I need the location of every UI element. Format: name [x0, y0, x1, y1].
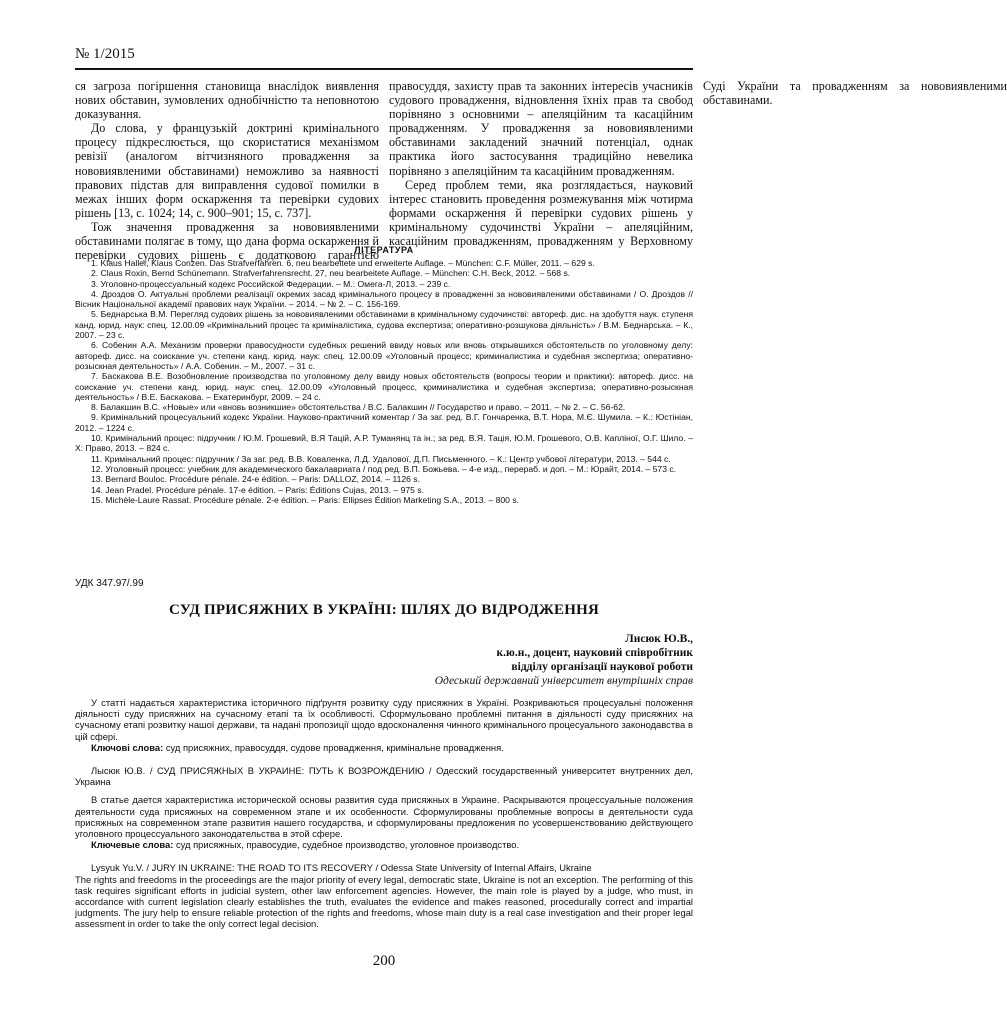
- reference-item: 3. Уголовно-процессуальный кодекс Российской Федерации. – М.: Омега-Л, 2013. – 239 с.: [91, 278, 451, 289]
- reference-item: 2. Claus Roxin, Bernd Schünemann. Strafverfahrensrecht. 27, neu bearbeitete Auflage. – München: C.H. Beck, 2012. – 568 s.: [91, 268, 571, 279]
- udc-code: УДК 347.97/.99: [75, 578, 144, 589]
- reference-item: 15. Michèle-Laure Rassat. Procédure pénale. 2-e édition. – Paris: Ellipses Édition Marketing S.A., 2013. – 800 s.: [91, 494, 520, 505]
- author-name: Лисюк Ю.В.,: [625, 633, 693, 645]
- article-title: СУД ПРИСЯЖНИХ В УКРАЇНІ: ШЛЯХ ДО ВІДРОДЖЕННЯ: [169, 602, 599, 618]
- abstract-ru-heading: Лысюк Ю.В. / СУД ПРИСЯЖНЫХ В УКРАИНЕ: ПУТЬ К ВОЗРОЖДЕНИЮ / Одесский государственный университет внутренних дел, Украина: [75, 765, 693, 788]
- keywords-label: Ключові слова:: [91, 741, 164, 753]
- abstract-en-heading: Lysyuk Yu.V. / JURY IN UKRAINE: THE ROAD TO ITS RECOVERY / Odessa State University of Internal Affairs, Ukraine: [91, 862, 592, 874]
- abstract-ua: У статті надається характеристика історичного підґрунтя розвитку суду присяжних в Україні. Розкриваються процесуальні положення діяльності суду присяжних на сучасному етапі та їх особливості. Сформульовано проблемні питання в діяльності суду присяжних на сучасному етапі розвитку нашої держави, та надані пропозиції щодо вдосконалення чинного кримінального процесуального законодавства в цій сфері.: [75, 697, 693, 742]
- reference-item: 6. Собенин А.А. Механизм проверки правосудности судебных решений ввиду новых или вновь открывшихся обстоятельств по уголовному делу: автореф. дисс. на соискание уч. степени канд. юрид. наук: спец. 12.00.09 «Уголовный процесс; криминалистика и судебная экспертиза; оперативно-розыскная деятельность» / А.А. Собенин. – М., 2007. – 31 с.: [75, 340, 693, 371]
- body-paragraph: Серед проблем теми, яка розглядається, науковий інтерес становить проведення розмежування між чотирма формами оскарження й перевірки судових рішень у кримінальному судочинстві України – апеляційним, касаційним провадженням, провадженням у Верховному Суді України та провадженням за нововиявленими обставинами.: [389, 79, 1007, 249]
- body-paragraph: Тож значення провадження за нововиявленими обставинами полягає в тому, що дана форма оскарження й перевірки судових рішень є додатковою гарантією правосуддя, захисту прав та законних інтересів учасників судового провадження, відновлення їхніх прав та свобод порівняно з основними – апеляційним та касаційним провадженням. У провадження за нововиявленими обставинами закладений значний потенціал, однак практика його застосування традиційно невелика порівняно з апеляційним та касаційним провадженням.: [75, 79, 693, 263]
- reference-item: 7. Баскакова В.Е. Возобновление производства по уголовному делу ввиду новых обстоятельств (вопросы теории и практики): автореф. дисс. на соискание уч. степени канд. юрид. наук: спец. 12.00.09 «Уголовный процесс, криминалистика и судебная экспертиза; оперативно-розыскная деятельность» / В.Е. Баскакова. – Екатеринбург, 2009. – 24 с.: [75, 371, 693, 402]
- literature-heading: ЛІТЕРАТУРА: [354, 245, 414, 255]
- reference-item: 8. Балакшин В.С. «Новые» или «вновь возникшие» обстоятельства / В.С. Балакшин // Государство и право. – 2011. – № 2. – С. 56-62.: [91, 402, 626, 413]
- continued-article-text: [75, 79, 1007, 271]
- abstracts: [75, 697, 693, 930]
- author-affiliation: Одеський державний університет внутрішніх справ: [434, 675, 693, 687]
- reference-item: 10. Кримінальний процес: підручник / Ю.М. Грошевий, В.Я Тацій, А.Р. Туманянц та ін.; за ред. В.Я. Тація, Ю.М. Грошевого, О.В. Капліної, О.Г. Шило. – Х: Право, 2013. – 824 с.: [75, 433, 693, 454]
- author-department: відділу організації наукової роботи: [511, 661, 693, 673]
- abstract-ru: В статье дается характеристика исторической основы развития суда присяжных в Украине. Раскрываются процессуальные положения деятельности суда присяжных на современном этапе и их особенности. Сформулированы проблемные вопросы в деятельности суда присяжных на современном этапе развития нашего государства, и сформулированы предложения по усовершенствованию действующего уголовного процессуального законодательства в этой сфере.: [75, 794, 693, 840]
- header-rule: [75, 68, 693, 70]
- reference-item: 11. Кримінальний процес: підручник / За заг. ред. В.В. Коваленка, Л.Д. Удалової, Д.П. Письменного. – К.: Центр учбової літератури, 2013. – 544 с.: [91, 453, 671, 464]
- author-position: к.ю.н., доцент, науковий співробітник: [496, 647, 693, 659]
- keywords-text: суд присяжних, правосуддя, судове провадження, кримінальне провадження.: [165, 741, 504, 753]
- page-number: 200: [372, 953, 396, 969]
- body-paragraph: До слова, у французькій доктрині кримінального процесу підкреслюється, що скористатися механізмом ревізії (аналогом вітчизняного провадження за нововиявленими обставинами) неможливо за наявності правових підстав для виправлення судової помилки в межах інших форм оскарження та перевірки судових рішень [13, с. 1024; 14, с. 900–901; 15, с. 737].: [75, 121, 379, 220]
- keywords-ru: [75, 839, 693, 850]
- author-block: [435, 632, 693, 688]
- reference-list: [75, 258, 693, 505]
- keywords-ua: [75, 742, 693, 753]
- reference-item: 4. Дроздов О. Актуальні проблеми реалізації окремих засад кримінального процесу в провадженні за нововиявленими обставинами / О. Дроздов // Вісник Національної академії правових наук України. – 2014. – № 2. – С. 156-169.: [75, 288, 693, 310]
- reference-item: 9. Кримінальний процесуальний кодекс України. Науково-практичний коментар / За заг. ред. В.Г. Гончаренка, В.Т. Нора, М.Є. Шумила. – К.: Юстініан, 2012. – 1224 с.: [75, 412, 693, 433]
- reference-item: 13. Bernard Bouloc. Procédure pénale. 24-e édition. – Paris: DALLOZ, 2014. – 1126 s.: [91, 474, 420, 485]
- reference-item: 12. Уголовный процесс: учебник для академического бакалавриата / под ред. В.П. Божьева. – 4-е изд., перераб. и доп. – М.: Юрайт, 2014. – 573 с.: [91, 463, 677, 474]
- reference-item: 1. Klaus Haller, Klaus Conzen. Das Strafverfahren. 6, neu bearbeitete und erweiterte Auflage. – München: C.F. Müller, 2011. – 629 s.: [91, 258, 595, 268]
- journal-issue: № 1/2015: [75, 46, 135, 62]
- reference-item: 5. Беднарська В.М. Перегляд судових рішень за нововиявленими обставинами в кримінальному судочинстві: автореф. дис. на здобуття наук. ступеня канд. юрид. наук: спец. 12.00.09 «Кримінальний процес та криміналістика, судова експертиза; оперативно-розшукова діяльність» / В.М. Беднарська. – К., 2007. – 23 с.: [75, 309, 693, 341]
- reference-item: 14. Jean Pradel. Procédure pénale. 17-e édition. – Paris: Éditions Cujas, 2013. – 975 s.: [91, 484, 424, 495]
- abstract-en: The rights and freedoms in the proceedings are the major priority of every legal, democratic state, Ukraine is not an exception. The performing of this task requires significant efforts in judicial system, other law enforcement agencies. However, the main role is played by a judge, who must, in accordance with current legislation clearly establishes the truth, evaluates the evidence and makes reasoned, procedurally correct and impartial judgments. The jury help to ensure reliable protection of the rights and freedoms, whose main duty is a real case investigation and their proper legal assessment in order to take the only correct legal decision.: [75, 873, 693, 930]
- keywords-label: Ключевые слова:: [91, 839, 174, 851]
- body-paragraph: ся загроза погіршення становища внаслідок виявлення нових обставин, зумовлених однобічністю та неповнотою доказування.: [75, 79, 379, 122]
- keywords-text: суд присяжных, правосудие, судебное производство, уголовное производство.: [175, 839, 520, 851]
